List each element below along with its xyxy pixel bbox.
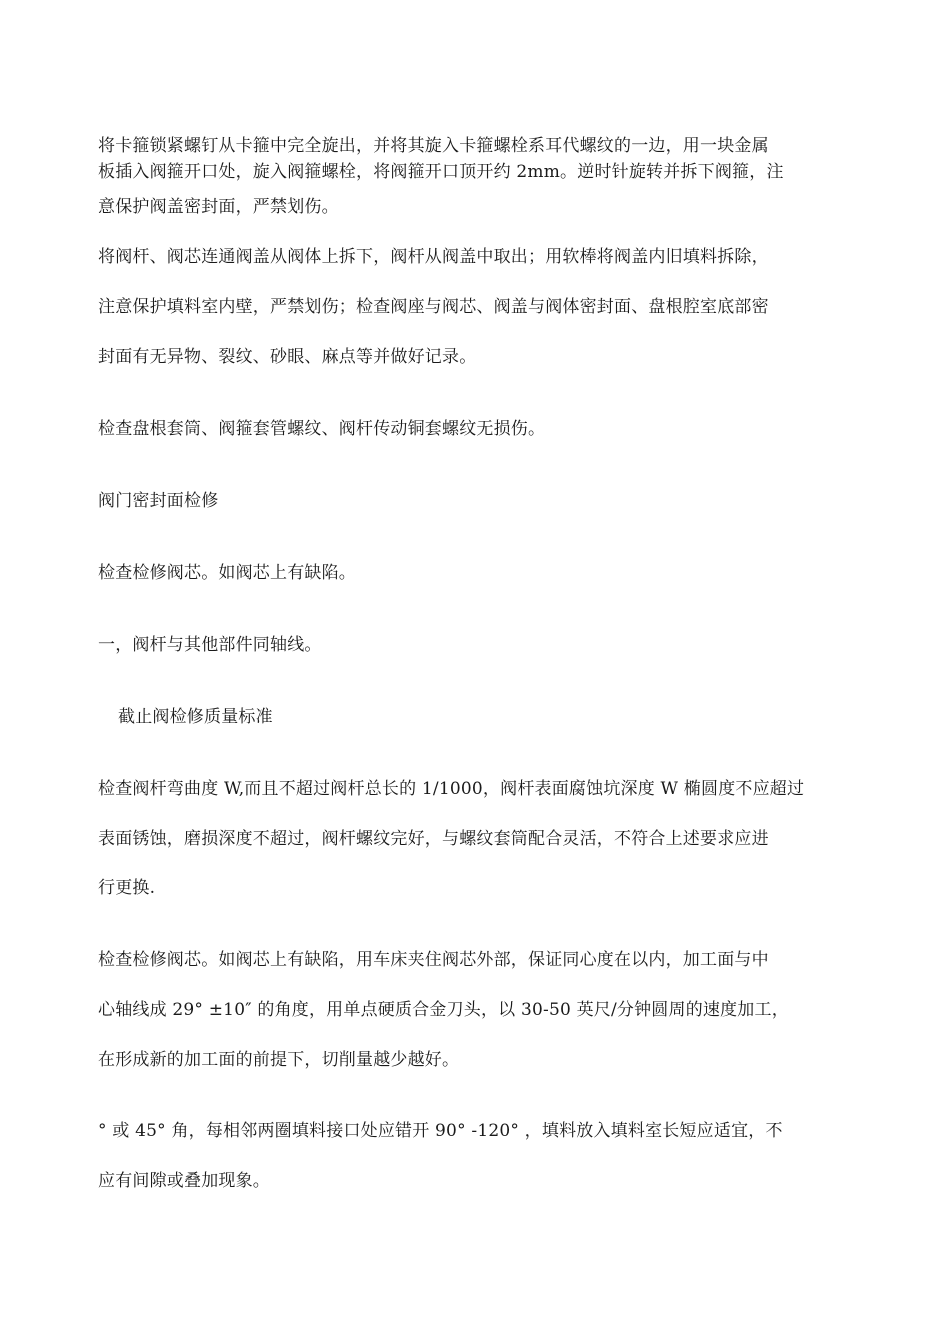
text-line: 注意保护填料室内壁，严禁划伤；检查阀座与阀芯、阀盖与阀体密封面、盘根腔室底部密 (98, 297, 769, 317)
text-line: 检查检修阀芯。如阀芯上有缺陷。 (98, 563, 356, 583)
text-line: 检查检修阀芯。如阀芯上有缺陷，用车床夹住阀芯外部，保证同心度在以内，加工面与中 (98, 950, 769, 970)
text-line: 表面锈蚀，磨损深度不超过，阀杆螺纹完好，与螺纹套筒配合灵活，不符合上述要求应进 (98, 829, 769, 849)
text-line: 将卡箍锁紧螺钉从卡箍中完全旋出，并将其旋入卡箍螺栓系耳代螺纹的一边，用一块金属 (98, 136, 769, 156)
text-line: 封面有无异物、裂纹、砂眼、麻点等并做好记录。 (98, 347, 477, 367)
section-heading: 截止阀检修质量标准 (118, 707, 273, 727)
text-line: 检查阀杆弯曲度 W,而且不超过阀杆总长的 1/1000，阀杆表面腐蚀坑深度 W 椭圆度不应超过 (98, 779, 805, 799)
text-line: 行更换. (98, 878, 156, 898)
text-line: 检查盘根套筒、阀箍套管螺纹、阀杆传动铜套螺纹无损伤。 (98, 419, 546, 439)
text-line: 板插入阀箍开口处，旋入阀箍螺栓，将阀箍开口顶开约 2mm。逆时针旋转并拆下阀箍，注 (98, 162, 784, 182)
text-line: 在形成新的加工面的前提下，切削量越少越好。 (98, 1050, 460, 1070)
text-line: 应有间隙或叠加现象。 (98, 1171, 270, 1191)
text-line: 将阀杆、阀芯连通阀盖从阀体上拆下，阀杆从阀盖中取出；用软棒将阀盖内旧填料拆除， (98, 247, 769, 267)
section-heading: 阀门密封面检修 (98, 491, 219, 511)
text-line: ° 或 45° 角，每相邻两圈填料接口处应错开 90° -120° ，填料放入填料室长短应适宜，不 (98, 1121, 783, 1141)
text-line: 意保护阀盖密封面，严禁划伤。 (98, 197, 339, 217)
text-line: 一，阀杆与其他部件同轴线。 (98, 635, 322, 655)
text-line: 心轴线成 29° ±10″ 的角度，用单点硬质合金刀头，以 30-50 英尺/分钟圆周的速度加工， (98, 1000, 789, 1020)
